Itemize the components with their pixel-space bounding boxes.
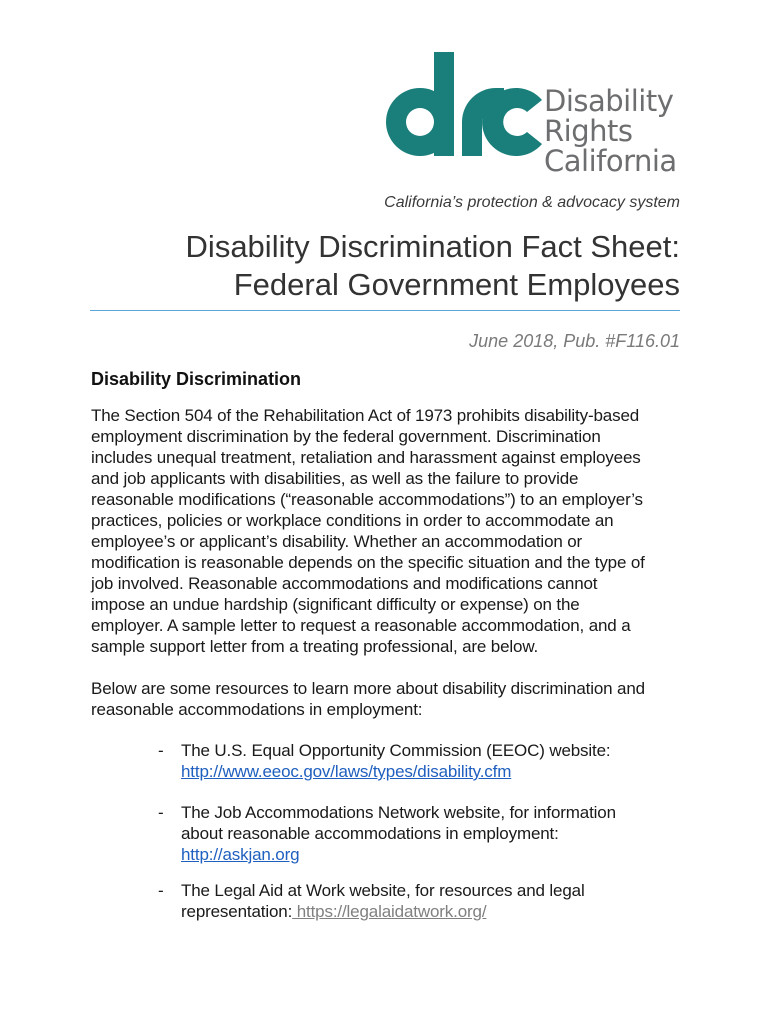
eeoc-link[interactable]: http://www.eeoc.gov/laws/types/disability.cfm [181, 762, 512, 781]
title-divider [90, 310, 680, 311]
paragraph-line: modification is reasonable depends on the specific situation and the type of [91, 553, 645, 572]
list-dash: - [158, 803, 164, 822]
paragraph-line: employee’s or applicant’s disability. Whether an accommodation or [91, 532, 583, 551]
resource-text [181, 880, 681, 922]
paragraph-line: practices, policies or workplace conditions in order to accommodate an [91, 511, 614, 530]
publication-date: June 2018, Pub. #F116.01 [469, 331, 680, 351]
org-name [544, 86, 677, 176]
resource-text [181, 802, 681, 865]
paragraph-line: impose an undue hardship (significant difficulty or expense) on the [91, 595, 580, 614]
section-heading: Disability Discrimination [91, 369, 302, 389]
resources-intro [91, 678, 691, 720]
drc-logo-mark-icon [366, 52, 546, 192]
paragraph-line: The Section 504 of the Rehabilitation Act of 1973 prohibits disability-based [91, 406, 640, 425]
drc-logo [366, 52, 686, 192]
paragraph-line: sample support letter from a treating professional, are below. [91, 637, 539, 656]
resource-line: about reasonable accommodations in employment: [181, 824, 559, 843]
resource-link-prefix: representation: [181, 902, 293, 921]
paragraph-line: includes unequal treatment, retaliation and harassment against employees [91, 448, 641, 467]
paragraph-line: employer. A sample letter to request a reasonable accommodation, and a [91, 616, 631, 635]
intro-line: Below are some resources to learn more about disability discrimination and [91, 679, 645, 698]
org-name-line: Rights [544, 114, 633, 148]
org-name-line: California [544, 144, 677, 178]
list-dash: - [158, 881, 164, 900]
resource-line: The U.S. Equal Opportunity Commission (EEOC) website: [181, 741, 611, 760]
paragraph-line: and job applicants with disabilities, as well as the failure to provide [91, 469, 579, 488]
list-dash: - [158, 741, 164, 760]
askjan-link[interactable]: http://askjan.org [181, 845, 300, 864]
paragraph-line: job involved. Reasonable accommodations and modifications cannot [91, 574, 598, 593]
title-line: Disability Discrimination Fact Sheet: [185, 229, 680, 264]
org-name-line: Disability [544, 84, 674, 118]
paragraph-line: reasonable modifications (“reasonable accommodations”) to an employer’s [91, 490, 643, 509]
resource-line: The Job Accommodations Network website, for information [181, 803, 616, 822]
legal-aid-link[interactable]: https://legalaidatwork.org/ [292, 902, 487, 921]
page-title [80, 228, 680, 304]
title-line: Federal Government Employees [233, 267, 680, 302]
paragraph-line: employment discrimination by the federal government. Discrimination [91, 427, 601, 446]
intro-line: reasonable accommodations in employment: [91, 700, 423, 719]
resource-text [181, 740, 681, 782]
resource-line: The Legal Aid at Work website, for resources and legal [181, 881, 585, 900]
tagline: California’s protection & advocacy system [384, 194, 680, 211]
section-paragraph [91, 405, 691, 657]
